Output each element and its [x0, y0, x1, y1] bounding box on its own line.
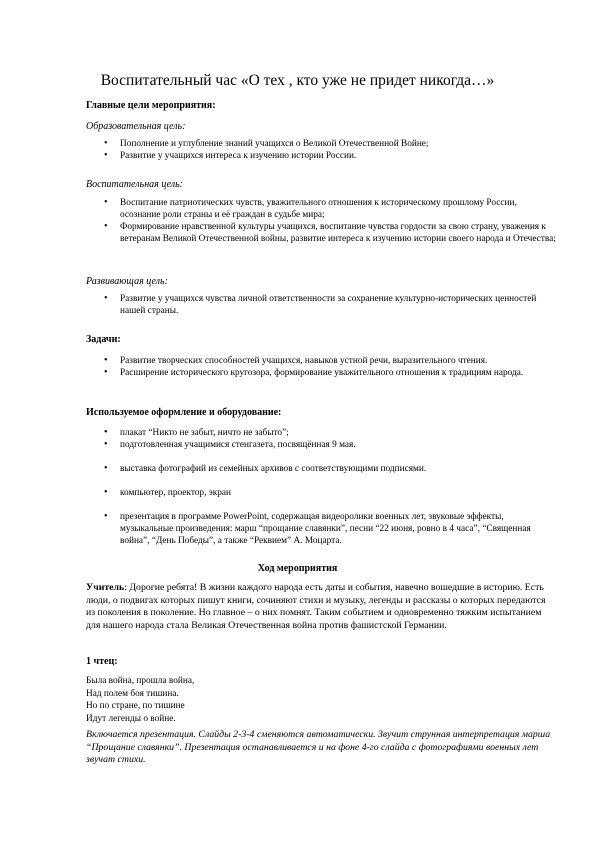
list-item: • Развитие творческих способностей учащихся, навыков устной речи, выразительного чтения.	[86, 355, 556, 367]
list-item: • Формирование нравственной культуры учащихся, воспитание чувства гордости за свою страну, уважения к ветеранам Великой Отечественной войны, развитие интереса к изучению истории своего народа и Отечества;	[86, 221, 556, 245]
tasks-heading: Задачи:	[86, 334, 121, 345]
upbringing-goal-heading: Воспитательная цель:	[86, 179, 184, 190]
reader1-heading: 1 чтец:	[86, 656, 118, 667]
edu-goal-list	[86, 138, 556, 162]
list-item: • презентация в программе PowerPoint, содержащая видеоролики военных лет, звуковые эффекты, музыкальные произведения: марш “прощание славянки”, песни “22 июня, ровно в 4 часа”, “Священная война”, “День Победы”, а также “Реквием” А. Моцарта.	[86, 511, 556, 547]
goals-heading: Главные цели мероприятия:	[86, 100, 216, 111]
poem-line: Идут легенды о войне.	[86, 713, 176, 724]
poem-line: Над полем боя тишина.	[86, 688, 179, 699]
poem-line: Но по стране, по тишине	[86, 701, 185, 712]
poem-line: Была война, прошла война,	[86, 676, 195, 686]
poem	[86, 675, 386, 725]
list-item: • Расширение исторического кругозора, формирование уважительного отношения к традициям народа.	[86, 367, 556, 379]
developing-goal-heading: Развивающая цель:	[86, 276, 168, 287]
list-item: • компьютер, проектор, экран	[86, 487, 556, 499]
tasks-list	[86, 355, 556, 379]
upbringing-goal-list	[86, 197, 556, 245]
edu-goal-heading: Образовательная цель:	[86, 121, 186, 132]
teacher-paragraph	[86, 582, 556, 633]
course-heading: Ход мероприятия	[257, 563, 338, 574]
equipment-list	[86, 427, 556, 547]
developing-goal-list	[86, 293, 556, 317]
list-item: • Воспитание патриотических чувств, уважительного отношения к историческому прошлому России, осознание роли страны и её граждан в судьбе мира;	[86, 197, 556, 221]
list-item: • Пополнение и углубление знаний учащихся о Великой Отечественной Войне;	[86, 138, 556, 150]
list-item: • выставка фотографий из семейных архивов с соответствующими подписями.	[86, 463, 556, 475]
teacher-text: : Дорогие ребята! В жизни каждого народа есть даты и события, навечно вошедшие в историю. Есть люди, о подвигах которых пишут книги, сочиняют стихи и музыку, легенды и рассказы о которых передаются из поколения в поколение. Но главное – о них помнят. Таким событием и одновременно тяжким испытанием для нашего народа стала Великая Отечественная война против фашистской Германии.	[86, 582, 546, 632]
list-item: • Развитие у учащихся интереса к изучению истории России.	[86, 150, 556, 162]
page-title: Воспитательный час «О тех , кто уже не придет никогда…»	[100, 72, 495, 89]
list-item: • Развитие у учащихся чувства личной ответственности за сохранение культурно-исторических ценностей нашей страны.	[86, 293, 556, 317]
teacher-label: Учитель	[86, 582, 125, 593]
stage-note: Включается презентация. Слайды 2-3-4 сменяются автоматически. Звучит струнная интерпретация марша “Прощание славянки”. Презентация останавливается и на фоне 4-го слайда с фотографиями военных лет звучат стихи.	[86, 729, 551, 766]
equipment-heading: Используемое оформление и оборудование:	[86, 407, 282, 418]
list-item: • плакат “Никто не забыт, ничто не забыто”;	[86, 427, 556, 439]
list-item: • подготовленная учащимися стенгазета, посвящённая 9 мая.	[86, 439, 556, 451]
